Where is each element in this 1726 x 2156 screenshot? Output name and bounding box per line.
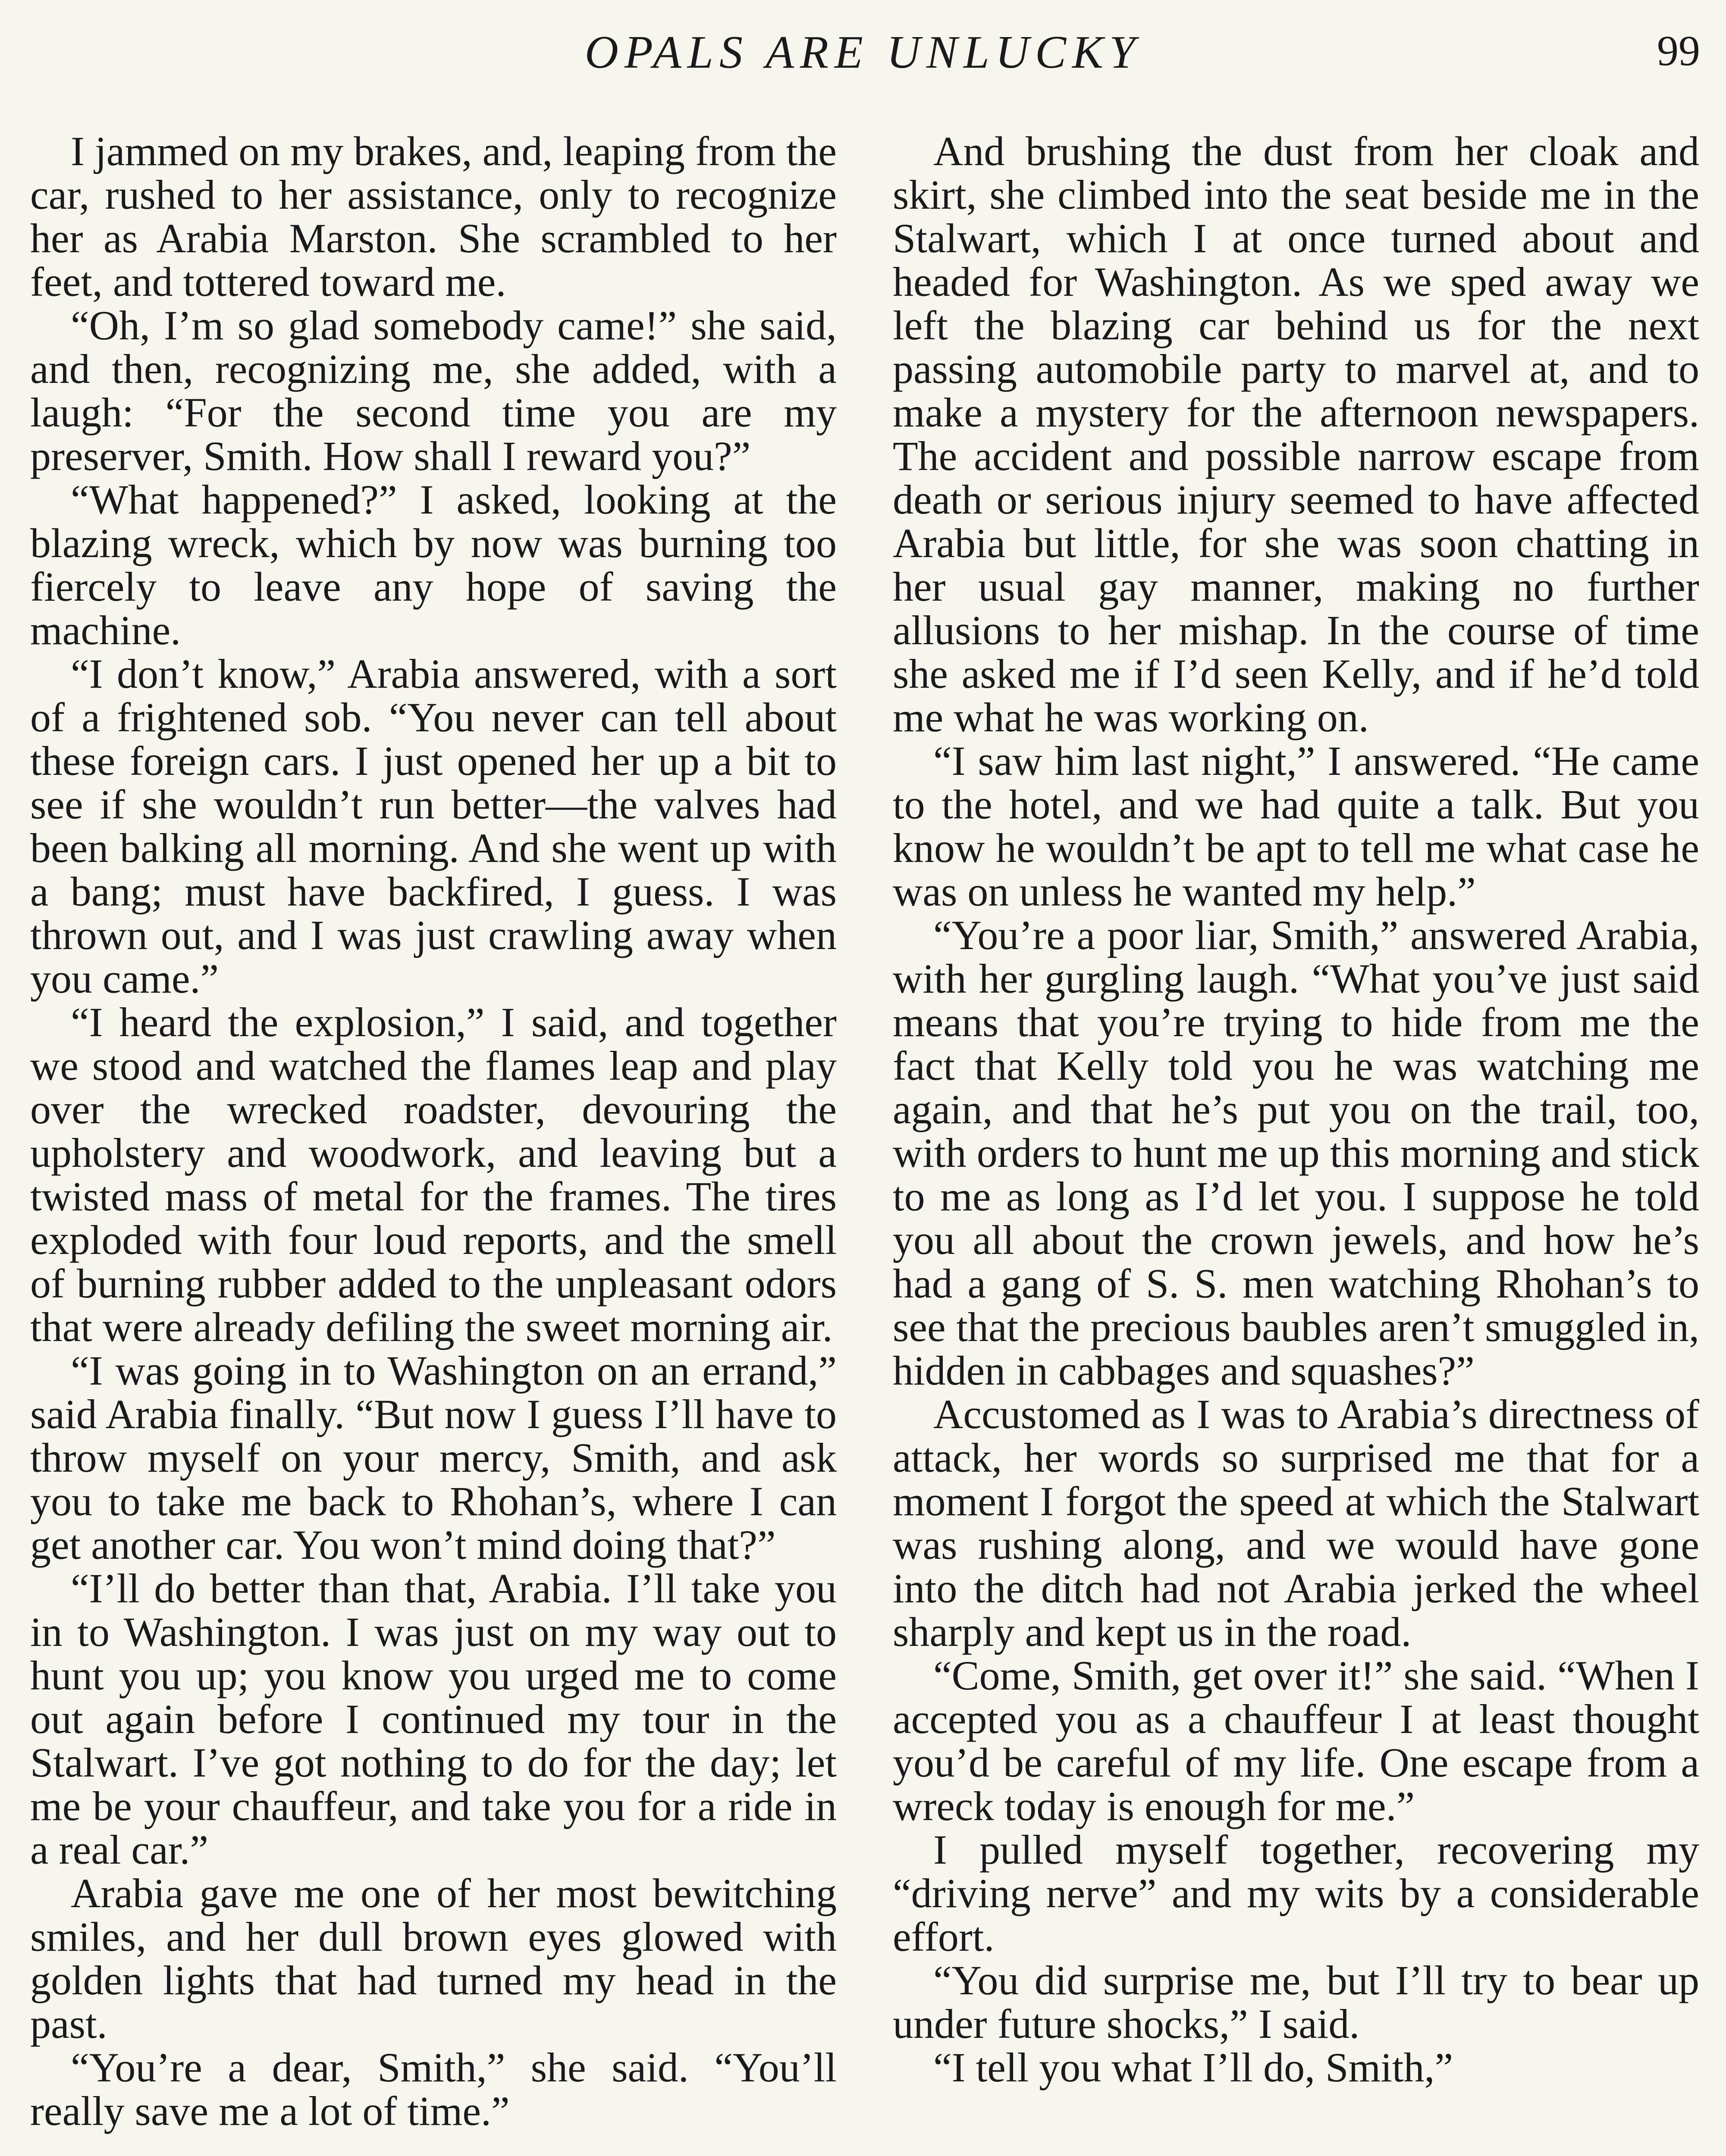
left-column [30,129,837,2133]
paragraph: I jammed on my brakes, and, leaping from the car, rushed to her assistance, only to recognize her as Arabia Marston. She scrambled to her feet, and tottered toward me. [30,128,837,305]
paragraph: “What happened?” I asked, looking at the blazing wreck, which by now was burning too fiercely to leave any hope of saving the machine. [30,476,837,653]
page-number: 99 [1657,27,1700,75]
paragraph: “Come, Smith, get over it!” she said. “When I accepted you as a chauffeur I at least thought you’d be careful of my life. One escape from a wreck today is enough for me.” [893,1652,1699,1829]
paragraph: “You’re a poor liar, Smith,” answered Arabia, with her gurgling laugh. “What you’ve just said means that you’re trying to hide from me the fact that Kelly told you he was watching me again, and that he’s put you on the trail, too, with orders to hunt me up this morning and stick to me as long as I’d let you. I suppose he told you all about the crown jewels, and how he’s had a gang of S. S. men watching Rhohan’s to see that the precious baubles aren’t smuggled in, hidden in cabbages and squashes?” [893,912,1699,1394]
paragraph: And brushing the dust from her cloak and skirt, she climbed into the seat beside me in the Stalwart, which I at once turned about and headed for Washington. As we sped away we left the blazing car behind us for the next passing automobile party to marvel at, and to make a mystery for the afternoon newspapers. The accident and possible narrow escape from death or serious injury seemed to have affected Arabia but little, for she was soon chatting in her usual gay manner, making no further allusions to her mishap. In the course of time she asked me if I’d seen Kelly, and if he’d told me what he was working on. [893,128,1699,740]
paragraph: “You did surprise me, but I’ll try to bear up under future shocks,” I said. [893,1957,1699,2047]
paragraph: Arabia gave me one of her most bewitching smiles, and her dull brown eyes glowed with golden lights that had turned my head in the past. [30,1870,837,2047]
page-header [0,26,1726,91]
paragraph: “I’ll do better than that, Arabia. I’ll take you in to Washington. I was just on my way out to hunt you up; you know you urged me to come out again before I continued my tour in the Stalwart. I’ve got nothing to do for the day; let me be your chauffeur, and take you for a ride in a real car.” [30,1565,837,1873]
paragraph: “I was going in to Washington on an errand,” said Arabia finally. “But now I guess I’ll have to throw myself on your mercy, Smith, and ask you to take me back to Rhohan’s, where I can get another car. You won’t mind doing that?” [30,1348,837,1568]
running-title: OPALS ARE UNLUCKY [584,27,1142,78]
paragraph: Accustomed as I was to Arabia’s directness of attack, her words so surprised me that for a moment I forgot the speed at which the Stalwart was rushing along, and we would have gone into the ditch had not Arabia jerked the wheel sharply and kept us in the road. [893,1391,1699,1655]
paragraph: “I tell you what I’ll do, Smith,” [933,2044,1453,2090]
right-column [893,129,1699,2089]
paragraph: “I saw him last night,” I answered. “He came to the hotel, and we had quite a talk. But you know he wouldn’t be apt to tell me what case he was on unless he wanted my help.” [893,738,1699,915]
paragraph: “Oh, I’m so glad somebody came!” she said, and then, recognizing me, she added, with a laugh: “For the second time you are my preserver, Smith. How shall I reward you?” [30,302,837,479]
paragraph: “You’re a dear, Smith,” she said. “You’ll really save me a lot of time.” [30,2044,837,2134]
paragraph: “I heard the explosion,” I said, and together we stood and watched the flames leap and play over the wrecked roadster, devouring the upholstery and woodwork, and leaving but a twisted mass of metal for the frames. The tires exploded with four loud reports, and the smell of burning rubber added to the unpleasant odors that were already defiling the sweet morning air. [30,999,837,1350]
paragraph: I pulled myself together, recovering my “driving nerve” and my wits by a considerable effort. [893,1827,1699,1960]
paragraph: “I don’t know,” Arabia answered, with a sort of a frightened sob. “You never can tell about these foreign cars. I just opened her up a bit to see if she wouldn’t run better—the valves had been balking all morning. And she went up with a bang; must have backfired, I guess. I was thrown out, and I was just crawling away when you came.” [30,651,837,1002]
